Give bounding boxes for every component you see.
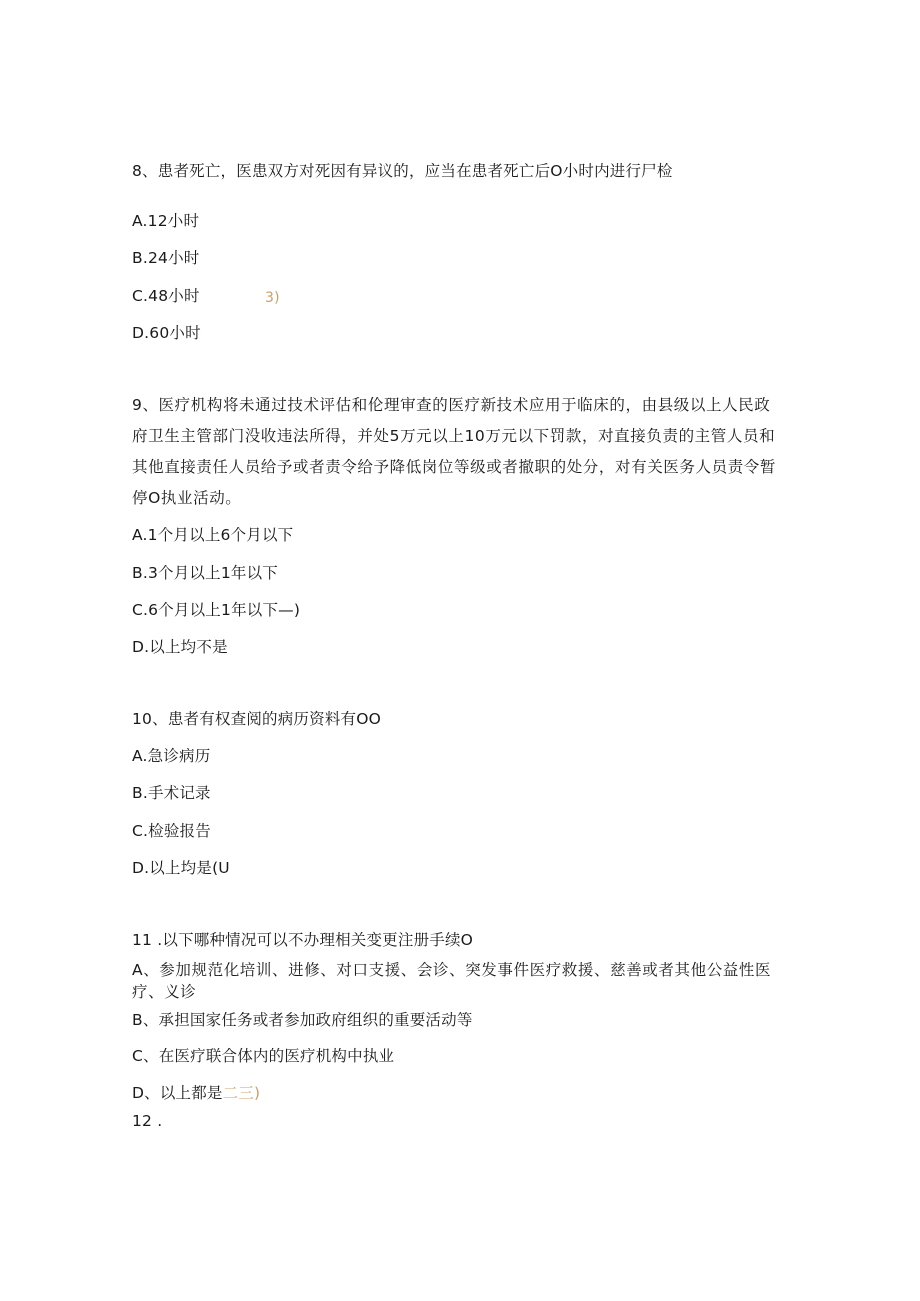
question-11-option-d-text: D、以上都是	[132, 1084, 223, 1102]
question-8-option-a: A.12小时	[132, 212, 200, 230]
question-10-option-c: C.检验报告	[132, 822, 211, 840]
question-9-stem: 9、医疗机构将未通过技术评估和伦理审查的医疗新技术应用于临床的，由县级以上人民政府卫生主管部门没收违法所得，并处5万元以上10万元以下罚款，对直接负责的主管人员和其他直接责任人员给予或者责令给予降低岗位等级或者撤职的处分，对有关医务人员责令暂停O执业活动。	[132, 396, 777, 507]
question-11-option-a: A、参加规范化培训、进修、对口支援、会诊、突发事件医疗救援、慈善或者其他公益性医疗、义诊	[132, 961, 772, 1001]
question-9-option-a: A.1个月以上6个月以下	[132, 526, 294, 544]
question-11-option-c: C、在医疗联合体内的医疗机构中执业	[132, 1047, 395, 1065]
question-10-option-a: A.急诊病历	[132, 747, 211, 765]
question-10-stem: 10、患者有权查阅的病历资料有OO	[132, 710, 382, 728]
question-8-option-b: B.24小时	[132, 249, 200, 267]
question-11-stem: 11 .以下哪种情况可以不办理相关变更注册手续O	[132, 931, 474, 949]
question-9-option-b: B.3个月以上1年以下	[132, 564, 278, 582]
answer-mark-11: 二三)	[222, 1084, 261, 1102]
question-12-stem: 12 .	[132, 1112, 163, 1130]
question-8-option-d: D.60小时	[132, 324, 201, 342]
question-10-option-b: B.手术记录	[132, 784, 211, 802]
question-9-option-d: D.以上均不是	[132, 638, 228, 656]
question-11-option-b: B、承担国家任务或者参加政府组织的重要活动等	[132, 1011, 473, 1029]
question-8-option-c: C.48小时	[132, 287, 200, 305]
question-11-option-d	[132, 1084, 260, 1102]
question-8-stem: 8、患者死亡，医患双方对死因有异议的，应当在患者死亡后O小时内进行尸检	[132, 162, 673, 180]
question-9-option-c: C.6个月以上1年以下—)	[132, 601, 301, 619]
question-10-option-d: D.以上均是(U	[132, 859, 230, 877]
answer-mark-8: 3)	[265, 290, 280, 306]
